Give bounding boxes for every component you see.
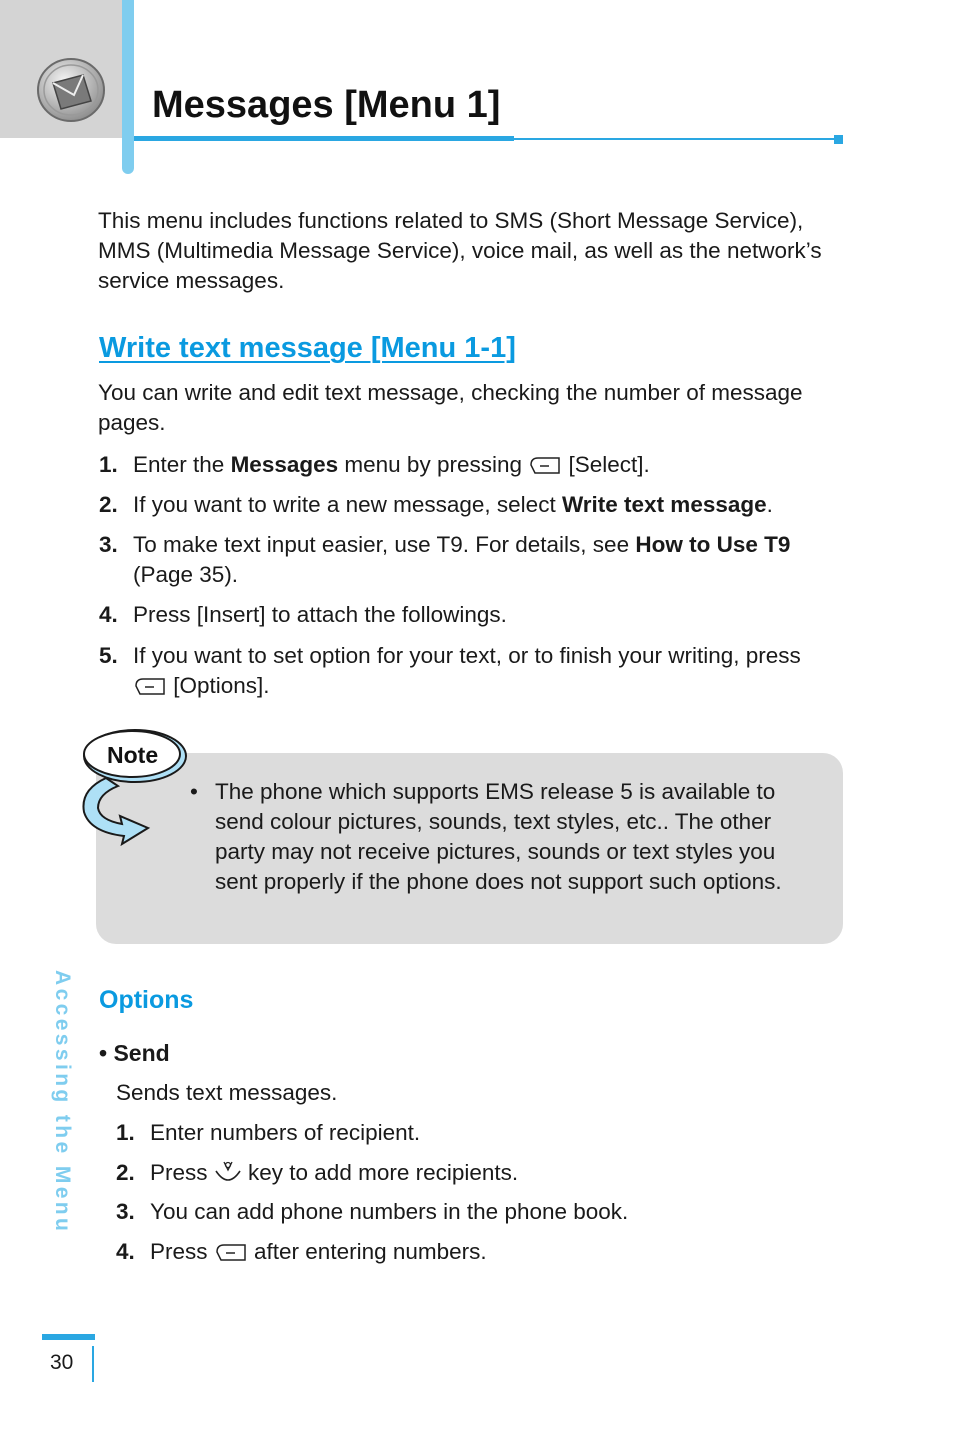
note-label: Note xyxy=(107,742,159,768)
step-number: 4. xyxy=(99,602,118,627)
step-number: 2. xyxy=(99,492,118,517)
send-step-1: 1. Enter numbers of recipient. xyxy=(116,1118,816,1148)
left-soft-key-icon xyxy=(214,1243,248,1261)
step-4: 4. Press [Insert] to attach the followings. xyxy=(99,600,859,630)
intro-paragraph: This menu includes functions related to SMS (Short Message Service), MMS (Multimedia Message Service), voice mail, as well as the network’s service messages. xyxy=(98,208,822,293)
step-3: 3. To make text input easier, use T9. For details, see How to Use T9 (Page 35). xyxy=(99,532,791,587)
ok-key-icon xyxy=(214,1159,242,1185)
bullet: • xyxy=(190,779,198,804)
title-rule-end xyxy=(834,135,843,144)
send-step-2: 2. Press key to add more recipients. xyxy=(116,1158,816,1188)
step-number: 3. xyxy=(116,1199,135,1224)
options-title: Options xyxy=(99,986,194,1014)
envelope-icon xyxy=(36,57,106,123)
side-section-label: Accessing the Menu xyxy=(51,970,74,1235)
send-step-4: 4. Press after entering numbers. xyxy=(116,1237,816,1267)
note-text xyxy=(190,777,810,897)
page-number-bar xyxy=(42,1334,95,1340)
section-title: Write text message [Menu 1-1] xyxy=(99,332,516,364)
step-2: 2. If you want to write a new message, select Write text message. xyxy=(99,490,859,520)
page-number: 30 xyxy=(50,1351,74,1374)
send-title: • Send xyxy=(99,1040,170,1066)
left-soft-key-icon xyxy=(133,677,167,695)
step-number: 1. xyxy=(116,1120,135,1145)
page-number-rule xyxy=(92,1346,94,1382)
send-description: Sends text messages. xyxy=(116,1080,338,1105)
step-number: 3. xyxy=(99,532,118,557)
section-intro: You can write and edit text message, checking the number of message pages. xyxy=(98,380,803,435)
step-number: 4. xyxy=(116,1239,135,1264)
step-number: 2. xyxy=(116,1160,135,1185)
header-accent-bar xyxy=(122,0,134,174)
step-number: 1. xyxy=(99,452,118,477)
page-title: Messages [Menu 1] xyxy=(152,84,501,126)
left-soft-key-icon xyxy=(528,456,562,474)
send-step-3: 3. You can add phone numbers in the phone book. xyxy=(116,1197,816,1227)
step-number: 5. xyxy=(99,643,118,668)
title-rule xyxy=(514,138,836,140)
title-underline xyxy=(134,136,514,141)
step-1: 1. Enter the Messages menu by pressing [Select]. xyxy=(99,450,859,480)
note-body: The phone which supports EMS release 5 is available to send colour pictures, sounds, text styles, etc.. The other party may not receive pictures, sounds or text styles you sent properly if the phone does not support such options. xyxy=(215,779,782,894)
step-5: 5. If you want to set option for your text, or to finish your writing, press [Options]. xyxy=(99,643,801,698)
